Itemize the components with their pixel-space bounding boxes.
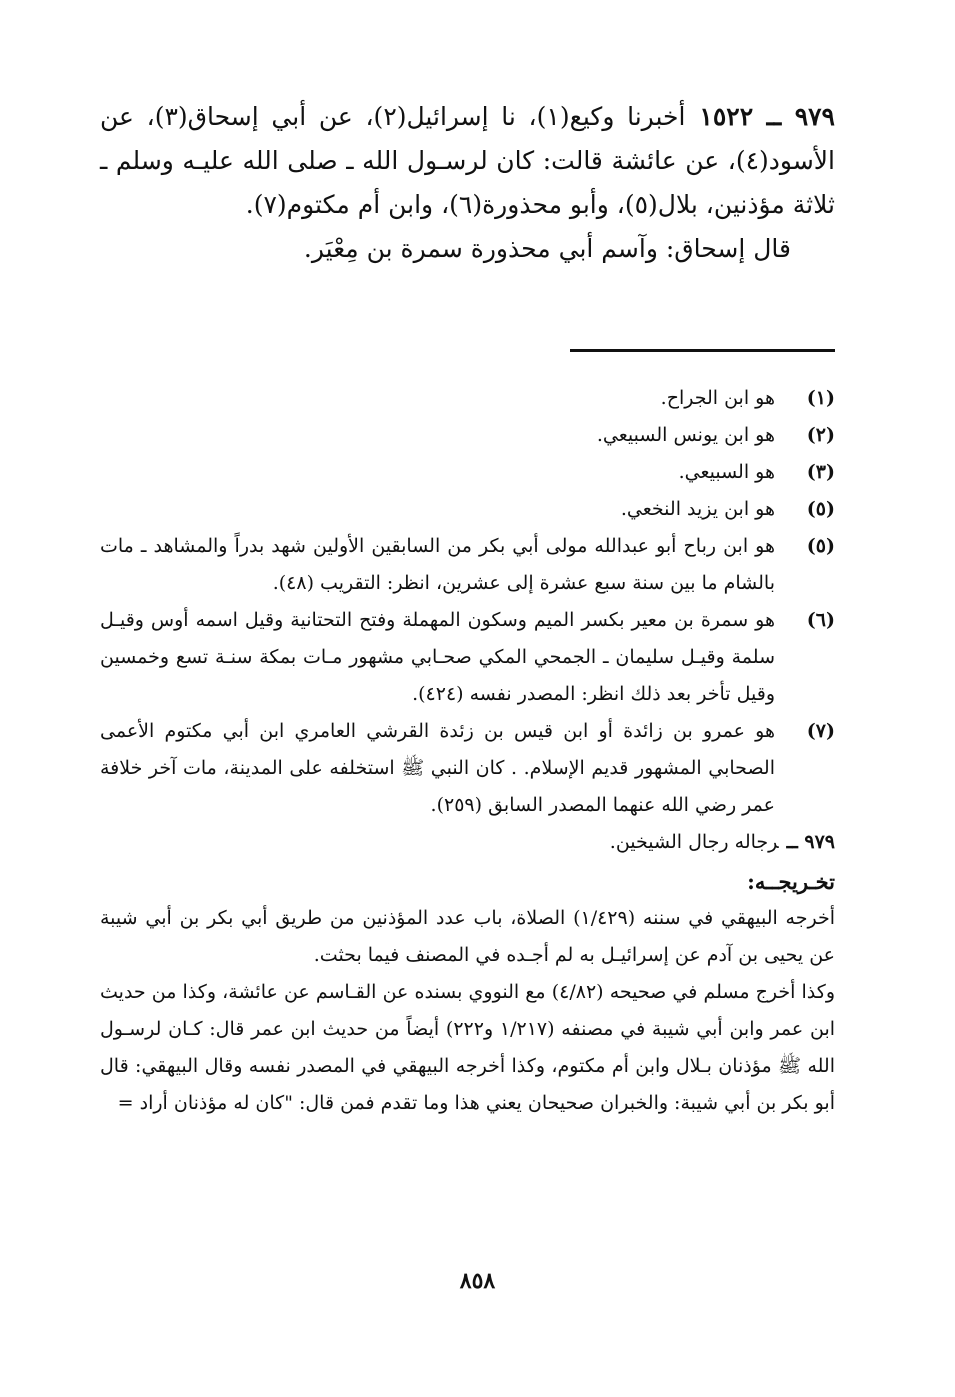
footnote-number: (٣) [806,461,835,483]
footnote-number: (٥) [806,498,835,520]
grade-text: رجاله رجال الشيخين. [609,831,779,853]
footnote-item [100,528,835,602]
takhrij-heading: تخـريجــه: [747,869,835,894]
footnote-text: هو سمرة بن معير بكسر الميم وسكون المهملة وفتح التحتانية وقيل اسمه أوس وقيـل سلمة وقيـل سليمان ـ الجمحي المكي صحـابي مشهور مـات بمكة سنـة تسع وخمسين وقيل تأخر بعد ذلك انظر: المصدر نفسه (٤٢٤). [100,609,775,705]
hadith-grade [100,824,835,861]
footnote-text: هو ابن رباح أبو عبدالله مولى أبي بكر من السابقين الأولين شهد بدراً والمشاهد ـ مات بالشام ما بين سنة سبع عشرة إلى عشرين، انظر: التقريب (٤٨). [100,535,775,594]
hadith-paragraph [100,95,835,227]
footnote-separator [570,349,835,352]
footnote-text: هو ابن يونس السبيعي. [596,424,775,446]
footnote-item [100,454,835,491]
grade-number: ٩٧٩ ــ [786,831,835,853]
footnote-number: (٢) [806,424,835,446]
hadith-number: ٩٧٩ ــ ١٥٢٢ [699,102,835,131]
hadith-text: أخبرنا وكيع(١)، نا إسرائيل(٢)، عن أبي إسحاق(٣)، عن الأسود(٤)، عن عائشة قالت: كان لرسـول الله ـ صلى الله عليـه وسلم ـ ثلاثة مؤذنين، بلال(٥)، وأبو محذورة(٦)، وابن أم مكتوم(٧). [100,102,835,219]
takhrij-paragraph: أخرجه البيهقي في سننه (١/٤٢٩) الصلاة، باب عدد المؤذنين من طريق أبي بكر بن أبي شيبة عن يحيى بن آدم عن إسرائيـل به لم أجـده في المصنف فيما بحثت. [100,907,835,966]
footnote-item [100,417,835,454]
page-number: ٨٥٨ [459,1268,496,1294]
narrator-remark: قال إسحاق: وآسم أبي محذورة سمرة بن مِعْيَر. [303,234,791,263]
footnote-item [100,602,835,713]
footnote-number: (٧) [806,720,835,742]
footnote-number: (١) [806,387,835,409]
takhrij-paragraph: وكذا أخرج مسلم في صحيحه (٤/٨٢) مع النووي بسنده عن القـاسم عن عائشة، وكذا من حديث ابن عمر وابن أبي شيبة في مصنفه (١/٢١٧ و٢٢٢) أيضاً من حديث ابن عمر قال: كـان لرسـول الله ﷺ مؤذنان بـلال وابن أم مكتوم، وكذا أخرجه البيهقي في المصدر نفسه وقال البيهقي: قال أبو بكر بن أبي شيبة: والخبران صحيحان يعني هذا وما تقدم فمن قال: "كان له مؤذنان أراد = [100,981,836,1114]
footnote-text: هو ابن يزيد النخعي. [620,498,775,520]
footnotes-section [100,380,835,1122]
footnote-item [100,713,835,824]
takhrij-section [100,863,835,1122]
footnote-item [100,380,835,417]
footnote-text: هو السبيعي. [678,461,775,483]
footnote-number: (٦) [806,609,835,631]
footnote-text: هو ابن الجراح. [660,387,775,409]
footnote-item [100,491,835,528]
footnote-number: (٥) [806,535,835,557]
hadith-block [100,95,835,271]
footnote-text: هو عمرو بن زائدة أو ابن قيس بن زئدة القرشي العامري ابن أبي مكتوم الأعمى الصحابي المشهور قديم الإسلام. . كان النبي ﷺ استخلفه على المدينة، مات آخر خلافة عمر رضي الله عنهما المصدر السابق (٢٥٩). [100,720,775,816]
page-body [100,95,836,1114]
